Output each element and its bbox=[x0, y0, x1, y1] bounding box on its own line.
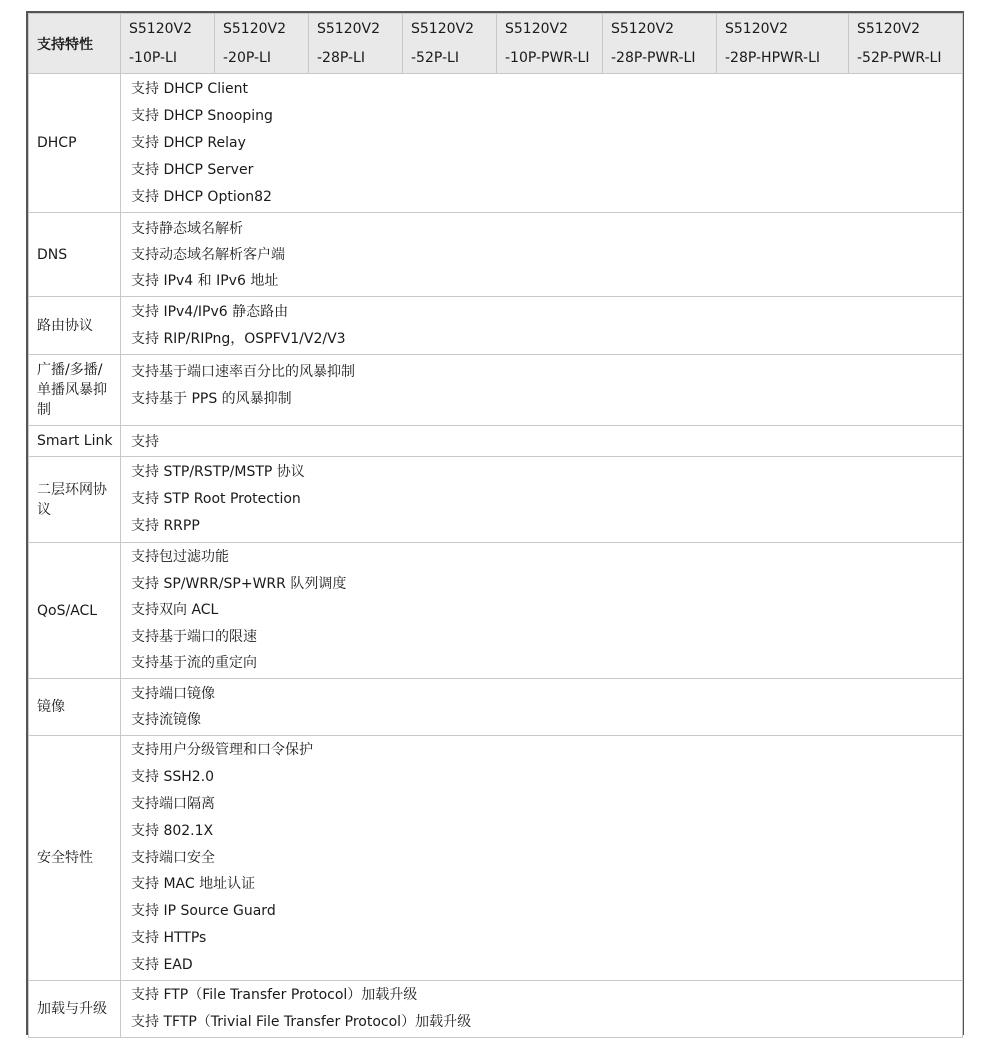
value-line: 支持 IP Source Guard bbox=[131, 903, 276, 920]
value-line: 支持双向 ACL bbox=[131, 602, 219, 619]
feature-values bbox=[121, 457, 963, 543]
value-line: 支持 RRPP bbox=[131, 518, 200, 534]
header-row bbox=[29, 14, 963, 74]
table-row-storm-control bbox=[29, 355, 963, 426]
feature-label: 二层环网协议 bbox=[29, 457, 121, 543]
value-line: 支持 EAD bbox=[131, 956, 193, 973]
header-model-8: S5120V2 -52P-PWR-LI bbox=[849, 14, 963, 74]
value-line: 支持 SP/WRR/SP+WRR 队列调度 bbox=[131, 575, 347, 592]
table-row-load-upgrade bbox=[29, 981, 963, 1038]
value-line: 支持基于 PPS 的风暴抑制 bbox=[131, 391, 292, 407]
value-line: 支持 HTTPs bbox=[131, 929, 207, 946]
value-line: 支持 IPv4 和 IPv6 地址 bbox=[131, 272, 279, 289]
header-model-5: S5120V2 -10P-PWR-LI bbox=[497, 14, 603, 74]
value-line: 支持 802.1X bbox=[131, 822, 214, 839]
value-line: 支持 RIP/RIPng，OSPFV1/V2/V3 bbox=[131, 330, 346, 347]
table-row-routing bbox=[29, 297, 963, 355]
value-line: 支持 SSH2.0 bbox=[131, 769, 215, 786]
table-row-qos-acl bbox=[29, 543, 963, 679]
spec-table-container bbox=[26, 11, 964, 1035]
table-row-l2-ring bbox=[29, 457, 963, 543]
value-line: 支持 IPv4/IPv6 静态路由 bbox=[131, 303, 289, 320]
feature-label: DHCP bbox=[29, 74, 121, 213]
value-line: 支持 MAC 地址认证 bbox=[131, 876, 256, 893]
table-row-smart-link bbox=[29, 426, 963, 457]
value-line: 支持 DHCP Client bbox=[131, 80, 248, 97]
feature-values bbox=[121, 355, 963, 426]
feature-label: QoS/ACL bbox=[29, 543, 121, 679]
value-line: 支持动态域名解析客户端 bbox=[131, 246, 285, 263]
value-line: 支持 FTP（File Transfer Protocol）加载升级 bbox=[131, 987, 418, 1003]
feature-label: 路由协议 bbox=[29, 297, 121, 355]
feature-label: 加载与升级 bbox=[29, 981, 121, 1038]
feature-values bbox=[121, 74, 963, 213]
value-line: 支持 DHCP Relay bbox=[131, 134, 246, 151]
value-line: 支持 bbox=[131, 434, 159, 450]
table-row-dns bbox=[29, 213, 963, 297]
spec-table bbox=[28, 13, 963, 1038]
feature-label: 安全特性 bbox=[29, 736, 121, 981]
value-line: 支持包过滤功能 bbox=[131, 549, 229, 566]
value-line: 支持基于流的重定向 bbox=[131, 655, 257, 672]
header-model-6: S5120V2 -28P-PWR-LI bbox=[603, 14, 717, 74]
table-row-security bbox=[29, 736, 963, 981]
value-line: 支持 DHCP Server bbox=[131, 161, 254, 178]
feature-label: Smart Link bbox=[29, 426, 121, 457]
table-row-mirroring bbox=[29, 679, 963, 736]
feature-values bbox=[121, 981, 963, 1038]
value-line: 支持 STP Root Protection bbox=[131, 491, 301, 507]
feature-label: 广播/多播/单播风暴抑制 bbox=[29, 355, 121, 426]
header-model-4: S5120V2 -52P-LI bbox=[403, 14, 497, 74]
feature-values bbox=[121, 679, 963, 736]
feature-label: DNS bbox=[29, 213, 121, 297]
feature-label: 镜像 bbox=[29, 679, 121, 736]
header-model-3: S5120V2 -28P-LI bbox=[309, 14, 403, 74]
table-row-dhcp bbox=[29, 74, 963, 213]
value-line: 支持端口镜像 bbox=[131, 686, 215, 702]
feature-values bbox=[121, 736, 963, 981]
value-line: 支持 STP/RSTP/MSTP 协议 bbox=[131, 464, 305, 480]
feature-values bbox=[121, 297, 963, 355]
header-model-7: S5120V2 -28P-HPWR-LI bbox=[717, 14, 849, 74]
value-line: 支持基于端口的限速 bbox=[131, 628, 257, 645]
value-line: 支持用户分级管理和口令保护 bbox=[131, 742, 313, 759]
value-line: 支持端口隔离 bbox=[131, 796, 215, 812]
value-line: 支持 TFTP（Trivial File Transfer Protocol）加载升级 bbox=[131, 1014, 472, 1030]
value-line: 支持 DHCP Snooping bbox=[131, 107, 273, 124]
header-feature-label: 支持特性 bbox=[29, 14, 121, 74]
value-line: 支持端口安全 bbox=[131, 849, 215, 866]
feature-values bbox=[121, 426, 963, 457]
value-line: 支持 DHCP Option82 bbox=[131, 188, 272, 205]
header-model-2: S5120V2 -20P-LI bbox=[215, 14, 309, 74]
value-line: 支持基于端口速率百分比的风暴抑制 bbox=[131, 364, 355, 380]
feature-values bbox=[121, 543, 963, 679]
feature-values bbox=[121, 213, 963, 297]
header-model-1: S5120V2 -10P-LI bbox=[121, 14, 215, 74]
value-line: 支持静态域名解析 bbox=[131, 220, 243, 237]
value-line: 支持流镜像 bbox=[131, 712, 201, 728]
